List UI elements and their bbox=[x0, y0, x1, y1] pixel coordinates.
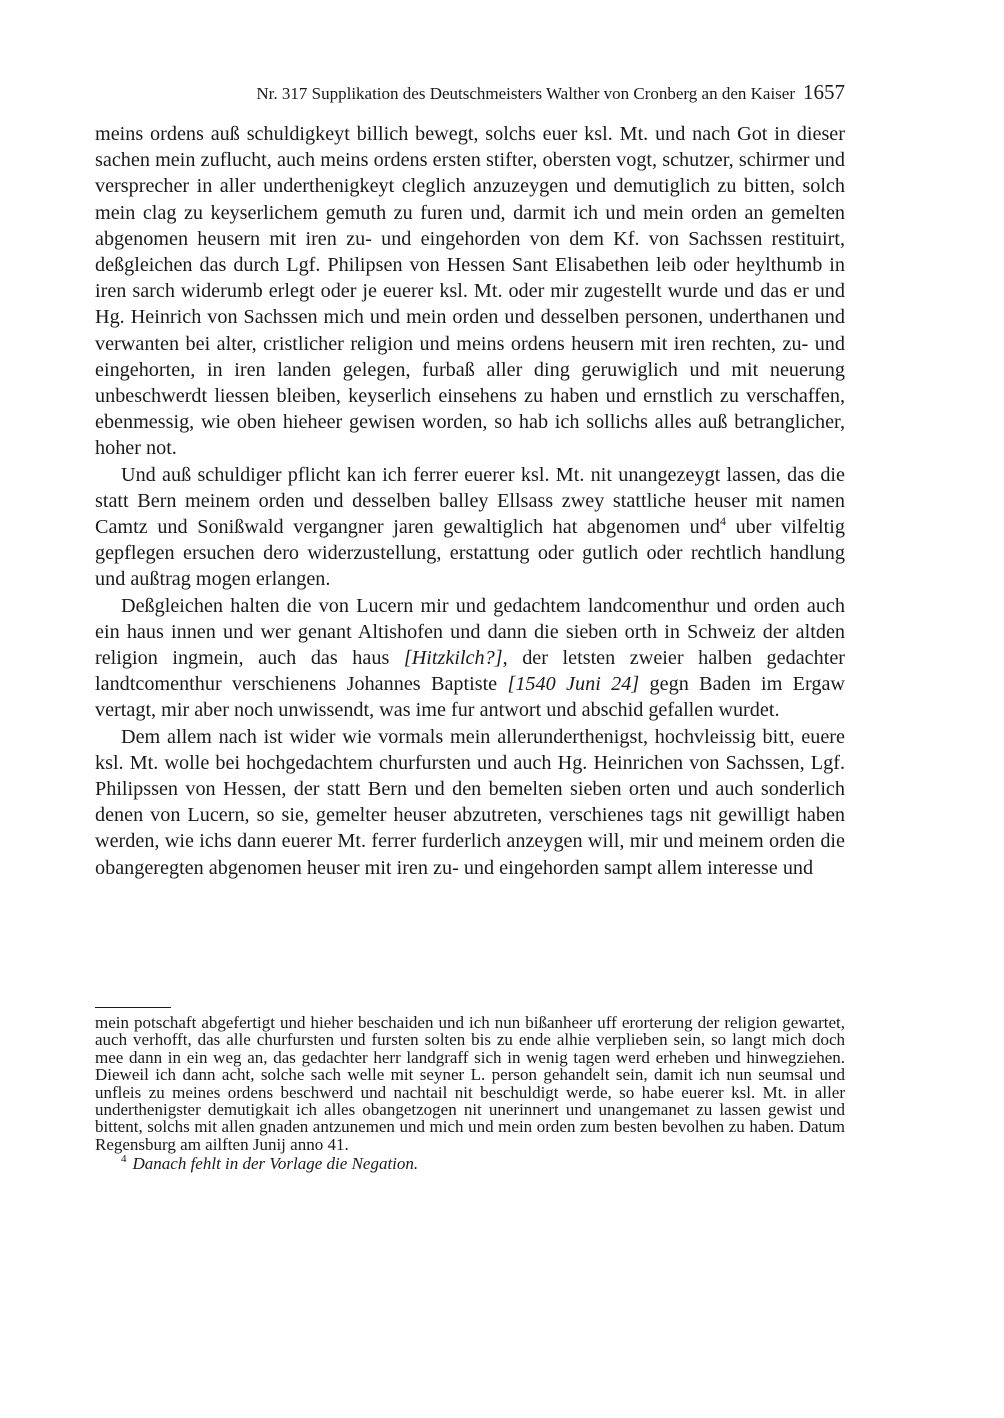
paragraph-2 bbox=[95, 462, 845, 593]
paragraph-2-text-a: Und auß schuldiger pflicht kan ich ferrer euerer ksl. Mt. nit unangezeygt lassen, das die statt Bern meinem orden und desselben balley Ellsass zwey stattliche heuser mit namen Camtz und Sonißwald vergangner jaren gewaltiglich hat abgenomen und bbox=[95, 463, 845, 539]
editorial-insertion-place: [Hitzkilch?] bbox=[403, 647, 503, 670]
paragraph-1: meins ordens auß schuldigkeyt billich bewegt, solchs euer ksl. Mt. und nach Got in dieser sachen mein zuflucht, auch meins ordens ersten stifter, obersten vogt, schutzer, schirmer und versprecher in aller underthenigkeyt cleglich anzuzeygen und demutiglich zu bitten, solch mein clag zu keyserlichem gemuth zu furen und, darmit ich und mein orden an gemelten abgenomen heusern mit iren zu- und eingehorden von dem Kf. von Sachssen restituirt, deßgleichen das durch Lgf. Philipsen von Hessen Sant Elisabethen leib oder heylthumb in iren sarch widerumb erlegt oder je euerer ksl. Mt. oder mir zugestellt wurde und das er und Hg. Heinrich von Sachssen mich und mein orden und desselben personen, underthanen und verwanten bei alter, cristlicher religion und meins ordens heusern mit iren rechten, zu- und eingehorten, in iren landen gelegen, furbaß aller ding geruwiglich und mit neuerung unbeschwerdt liessen bleiben, keyserlich einsehens zu haben und ernstlich zu verschaffen, ebenmessig, wie oben hieheer gewisen worden, so hab ich sollichs alles auß betranglicher, hoher not. bbox=[95, 123, 845, 460]
running-head-title: Nr. 317 Supplikation des Deutschmeisters Walther von Cronberg an den Kaiser bbox=[256, 84, 795, 103]
editorial-insertion-date: [1540 Juni 24] bbox=[507, 673, 640, 696]
footnote-divider bbox=[95, 1007, 171, 1008]
paragraph-3-text-b: , der letsten zweier halben gedachter landtcomenthur verschienens Johannes Baptiste bbox=[95, 647, 845, 696]
footnote-continuation: mein potschaft abgefertigt und hieher beschaiden und ich nun bißanheer uff erorterung der religion gewartet, auch verhofft, das alle churfursten und fursten solten bis zu ende alhie verplieben sein, so langt mich doch mee dann in ein weg an, das gedachter herr landgraff sich in wenig tagen werd erheben und hinwegziehen. Dieweil ich dann acht, solche sach welle mit seyner L. person gehandelt sein, damit ich nun seumsal und unfleis zu meines ordens beschwerd und nachtail nit beschuldigt werde, so habe euerer ksl. Mt. in aller underthenigster demutigkait ich alles obangetzogen nit unerinnert und unangemanet zu lassen gewist und bittent, solchs mit allen gnaden antzunemen und mich und mein orden zum besten bevolhen zu haben. Datum Regensburg am ailften Junij anno 41. bbox=[95, 1013, 845, 1154]
page-number: 1657 bbox=[803, 80, 845, 104]
main-text bbox=[95, 121, 845, 881]
footnote-4-number: 4 bbox=[121, 1153, 127, 1166]
paragraph-3 bbox=[95, 593, 845, 724]
footnote-4 bbox=[95, 1155, 845, 1172]
paragraph-4: Dem allem nach ist wider wie vormals mein allerunderthenigst, hochvleissig bitt, euere ksl. Mt. wolle bei hochgedachtem churfursten und auch Hg. Heinrichen von Sachssen, Lgf. Philipssen von Hessen, der statt Bern und den bemelten sieben orten und auch sonderlich denen von Lucern, so sie, gemelter heuser abzutreten, verschienes tags nit gewilligt haben werden, wie ichs dann euerer Mt. ferrer furderlich anzeygen will, mir und meinem orden die obangeregten abgenomen heuser mit iren zu- und eingehorden sampt allem interesse und bbox=[95, 725, 845, 879]
running-head bbox=[95, 80, 845, 106]
footnote-4-text: Danach fehlt in der Vorlage die Negation. bbox=[132, 1154, 419, 1174]
paragraph-2-text-b: uber vilfeltig gepflegen ersuchen dero widerzustellung, erstattung oder gutlich oder rechtlich handlung und außtrag mogen erlangen. bbox=[95, 516, 845, 591]
paragraph-3-text-c: gegn Baden im Ergaw vertagt, mir aber noch unwissendt, was ime fur antwort und abschid gefallen wurdet. bbox=[95, 673, 846, 722]
footnote-reference-4[interactable]: 4 bbox=[719, 514, 726, 529]
footnotes bbox=[95, 1014, 845, 1173]
paragraph-3-text-a: Deßgleichen halten die von Lucern mir und gedachtem landcomenthur und orden auch ein haus innen und wer genant Altishofen und dann die sieben orth in Schweiz der altden religion ingmein, auch das haus bbox=[95, 594, 845, 670]
